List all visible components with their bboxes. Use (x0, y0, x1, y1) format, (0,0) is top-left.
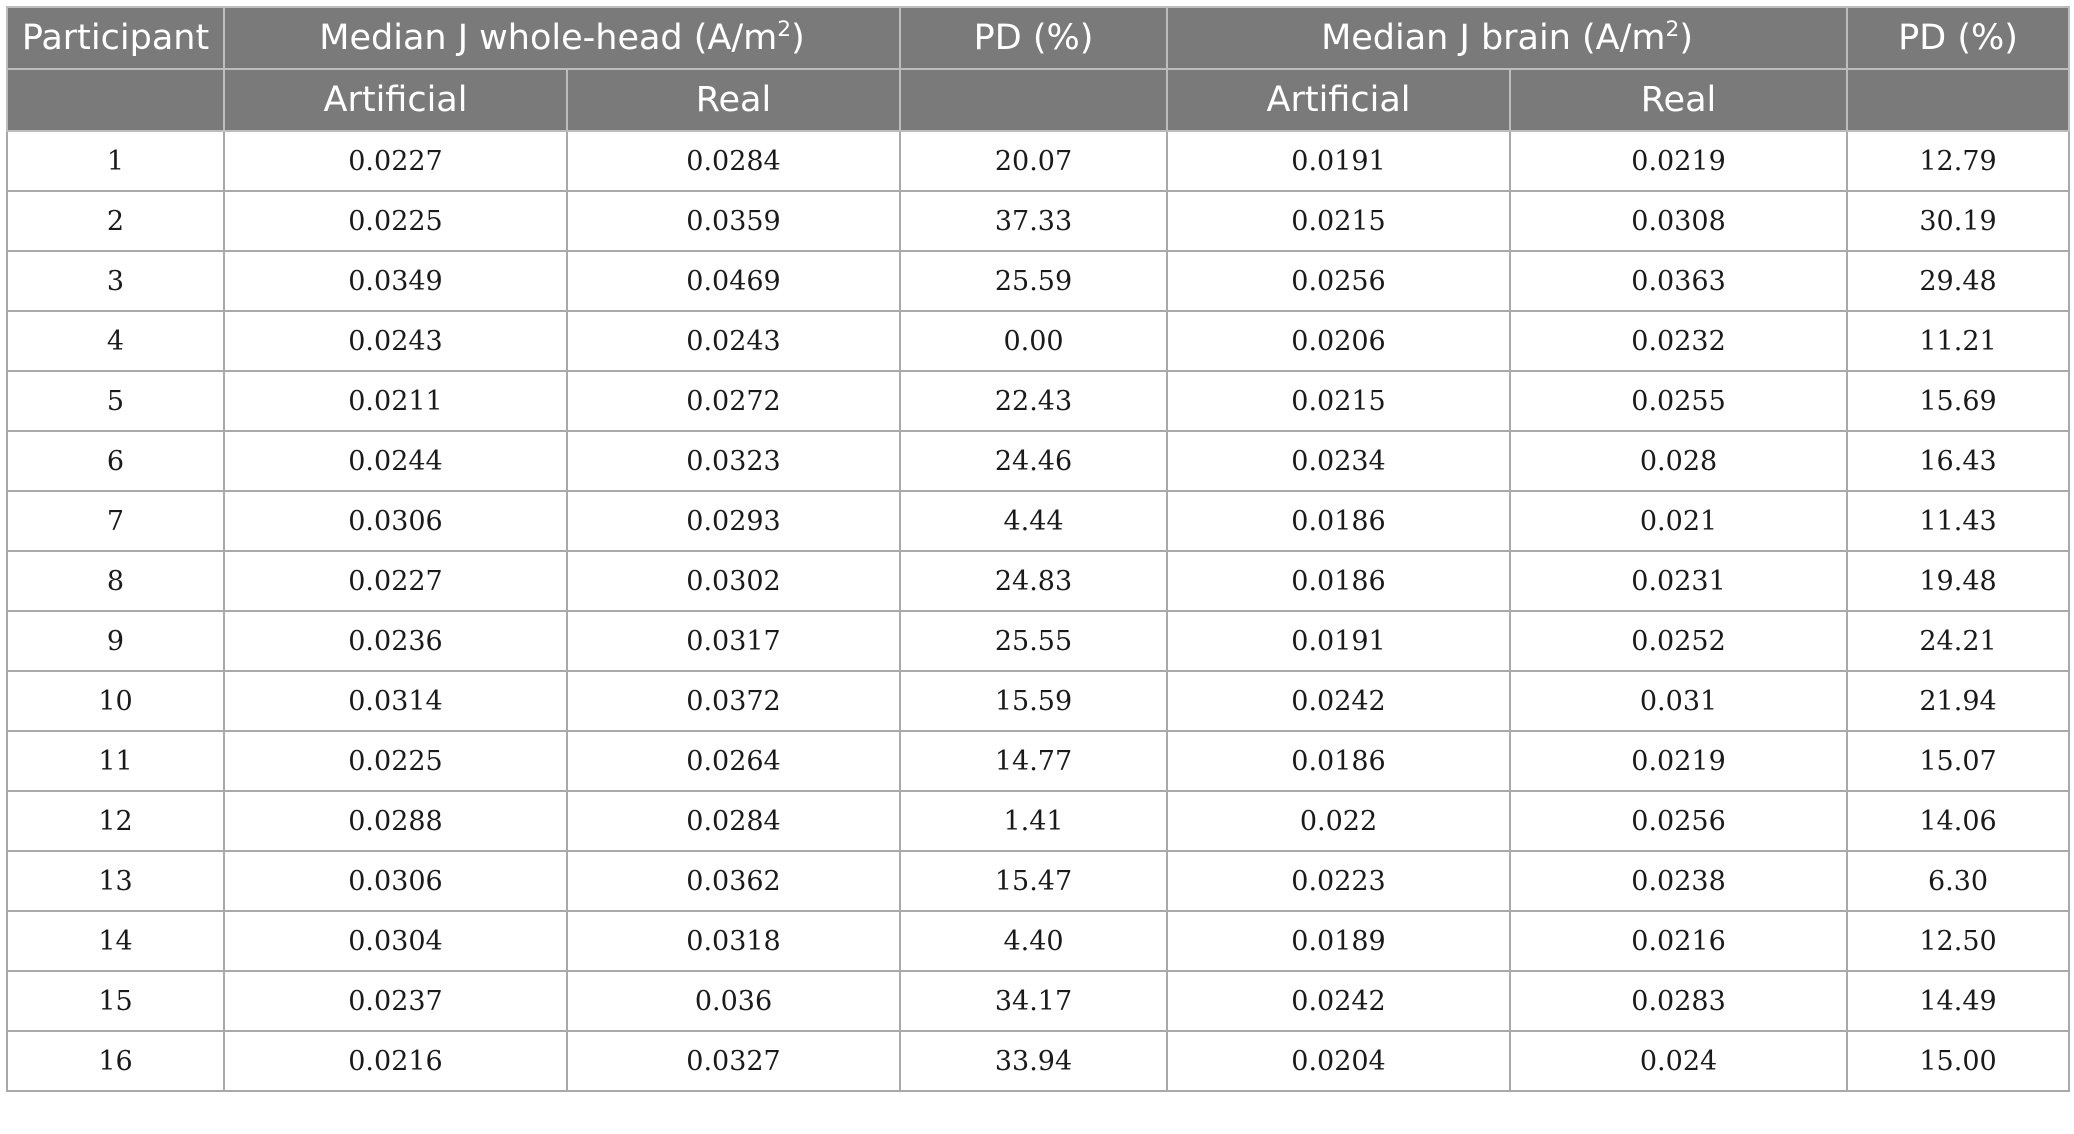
header-real-brain: Real (1510, 69, 1847, 131)
whole-head-real-cell: 0.0284 (567, 791, 900, 851)
table-row (7, 371, 2069, 431)
table-row (7, 731, 2069, 791)
whole-head-artificial-cell: 0.0236 (224, 611, 567, 671)
brain-pd-cell: 14.49 (1847, 971, 2069, 1031)
header-pd-whole-head-blank (900, 69, 1167, 131)
whole-head-pd-cell: 24.46 (900, 431, 1167, 491)
header-row-sub (7, 69, 2069, 131)
participant-cell: 4 (7, 311, 224, 371)
table-row (7, 791, 2069, 851)
participant-cell: 7 (7, 491, 224, 551)
participant-cell: 13 (7, 851, 224, 911)
header-median-j-whole-head (224, 7, 900, 69)
whole-head-pd-cell: 4.44 (900, 491, 1167, 551)
brain-pd-cell: 24.21 (1847, 611, 2069, 671)
whole-head-real-cell: 0.0372 (567, 671, 900, 731)
whole-head-artificial-cell: 0.0304 (224, 911, 567, 971)
brain-artificial-cell: 0.0206 (1167, 311, 1510, 371)
brain-pd-cell: 21.94 (1847, 671, 2069, 731)
participant-cell: 3 (7, 251, 224, 311)
whole-head-artificial-cell: 0.0349 (224, 251, 567, 311)
whole-head-real-cell: 0.0362 (567, 851, 900, 911)
brain-artificial-cell: 0.0215 (1167, 191, 1510, 251)
whole-head-real-cell: 0.0243 (567, 311, 900, 371)
participant-cell: 14 (7, 911, 224, 971)
whole-head-real-cell: 0.0469 (567, 251, 900, 311)
whole-head-artificial-cell: 0.0244 (224, 431, 567, 491)
brain-pd-cell: 14.06 (1847, 791, 2069, 851)
whole-head-real-cell: 0.0293 (567, 491, 900, 551)
brain-real-cell: 0.031 (1510, 671, 1847, 731)
whole-head-pd-cell: 1.41 (900, 791, 1167, 851)
header-row-top (7, 7, 2069, 69)
whole-head-artificial-cell: 0.0227 (224, 551, 567, 611)
brain-pd-cell: 11.21 (1847, 311, 2069, 371)
header-pd-whole-head: PD (%) (900, 7, 1167, 69)
brain-real-cell: 0.0232 (1510, 311, 1847, 371)
whole-head-real-cell: 0.036 (567, 971, 900, 1031)
whole-head-real-cell: 0.0327 (567, 1031, 900, 1091)
brain-real-cell: 0.0283 (1510, 971, 1847, 1031)
results-table (6, 6, 2070, 1092)
table-row (7, 1031, 2069, 1091)
whole-head-artificial-cell: 0.0243 (224, 311, 567, 371)
whole-head-real-cell: 0.0317 (567, 611, 900, 671)
header-whole-head-text: Median J whole-head (A/m (319, 18, 778, 58)
participant-cell: 6 (7, 431, 224, 491)
brain-real-cell: 0.028 (1510, 431, 1847, 491)
participant-cell: 10 (7, 671, 224, 731)
brain-pd-cell: 6.30 (1847, 851, 2069, 911)
brain-artificial-cell: 0.0186 (1167, 731, 1510, 791)
whole-head-pd-cell: 33.94 (900, 1031, 1167, 1091)
brain-artificial-cell: 0.0186 (1167, 491, 1510, 551)
participant-cell: 2 (7, 191, 224, 251)
table-row (7, 131, 2069, 191)
whole-head-artificial-cell: 0.0306 (224, 851, 567, 911)
whole-head-artificial-cell: 0.0225 (224, 731, 567, 791)
whole-head-artificial-cell: 0.0237 (224, 971, 567, 1031)
whole-head-real-cell: 0.0272 (567, 371, 900, 431)
brain-real-cell: 0.0238 (1510, 851, 1847, 911)
brain-pd-cell: 11.43 (1847, 491, 2069, 551)
table-row (7, 851, 2069, 911)
participant-cell: 12 (7, 791, 224, 851)
unit-close: ) (1679, 18, 1693, 58)
participant-cell: 1 (7, 131, 224, 191)
whole-head-pd-cell: 34.17 (900, 971, 1167, 1031)
brain-pd-cell: 16.43 (1847, 431, 2069, 491)
brain-real-cell: 0.0363 (1510, 251, 1847, 311)
brain-artificial-cell: 0.0191 (1167, 131, 1510, 191)
brain-real-cell: 0.024 (1510, 1031, 1847, 1091)
participant-cell: 11 (7, 731, 224, 791)
header-real-whole-head: Real (567, 69, 900, 131)
whole-head-pd-cell: 15.47 (900, 851, 1167, 911)
unit-close: ) (791, 18, 805, 58)
brain-artificial-cell: 0.0242 (1167, 671, 1510, 731)
whole-head-real-cell: 0.0264 (567, 731, 900, 791)
whole-head-artificial-cell: 0.0216 (224, 1031, 567, 1091)
participant-cell: 15 (7, 971, 224, 1031)
whole-head-pd-cell: 25.55 (900, 611, 1167, 671)
table-row (7, 551, 2069, 611)
brain-real-cell: 0.0308 (1510, 191, 1847, 251)
whole-head-real-cell: 0.0359 (567, 191, 900, 251)
whole-head-pd-cell: 22.43 (900, 371, 1167, 431)
data-table-container (6, 6, 2068, 1092)
brain-pd-cell: 19.48 (1847, 551, 2069, 611)
brain-real-cell: 0.0231 (1510, 551, 1847, 611)
brain-pd-cell: 15.07 (1847, 731, 2069, 791)
brain-pd-cell: 15.69 (1847, 371, 2069, 431)
brain-pd-cell: 15.00 (1847, 1031, 2069, 1091)
brain-artificial-cell: 0.022 (1167, 791, 1510, 851)
whole-head-real-cell: 0.0323 (567, 431, 900, 491)
brain-real-cell: 0.021 (1510, 491, 1847, 551)
brain-artificial-cell: 0.0215 (1167, 371, 1510, 431)
table-body (7, 131, 2069, 1091)
table-row (7, 311, 2069, 371)
table-row (7, 491, 2069, 551)
whole-head-artificial-cell: 0.0306 (224, 491, 567, 551)
table-row (7, 431, 2069, 491)
brain-pd-cell: 30.19 (1847, 191, 2069, 251)
brain-real-cell: 0.0216 (1510, 911, 1847, 971)
brain-artificial-cell: 0.0256 (1167, 251, 1510, 311)
brain-artificial-cell: 0.0242 (1167, 971, 1510, 1031)
whole-head-artificial-cell: 0.0225 (224, 191, 567, 251)
whole-head-artificial-cell: 0.0288 (224, 791, 567, 851)
brain-real-cell: 0.0219 (1510, 731, 1847, 791)
header-artificial-brain: Artificial (1167, 69, 1510, 131)
brain-artificial-cell: 0.0189 (1167, 911, 1510, 971)
brain-pd-cell: 12.50 (1847, 911, 2069, 971)
whole-head-pd-cell: 14.77 (900, 731, 1167, 791)
brain-real-cell: 0.0256 (1510, 791, 1847, 851)
whole-head-artificial-cell: 0.0227 (224, 131, 567, 191)
whole-head-real-cell: 0.0284 (567, 131, 900, 191)
header-participant-blank (7, 69, 224, 131)
unit-exponent: 2 (1665, 16, 1680, 42)
table-row (7, 611, 2069, 671)
whole-head-real-cell: 0.0302 (567, 551, 900, 611)
header-pd-brain-blank (1847, 69, 2069, 131)
brain-artificial-cell: 0.0186 (1167, 551, 1510, 611)
whole-head-artificial-cell: 0.0211 (224, 371, 567, 431)
brain-artificial-cell: 0.0234 (1167, 431, 1510, 491)
brain-pd-cell: 29.48 (1847, 251, 2069, 311)
whole-head-pd-cell: 37.33 (900, 191, 1167, 251)
header-brain-text: Median J brain (A/m (1321, 18, 1666, 58)
brain-artificial-cell: 0.0204 (1167, 1031, 1510, 1091)
whole-head-pd-cell: 15.59 (900, 671, 1167, 731)
brain-pd-cell: 12.79 (1847, 131, 2069, 191)
whole-head-pd-cell: 20.07 (900, 131, 1167, 191)
brain-artificial-cell: 0.0223 (1167, 851, 1510, 911)
unit-exponent: 2 (777, 16, 792, 42)
table-row (7, 671, 2069, 731)
whole-head-pd-cell: 4.40 (900, 911, 1167, 971)
whole-head-real-cell: 0.0318 (567, 911, 900, 971)
table-header (7, 7, 2069, 131)
table-row (7, 971, 2069, 1031)
table-row (7, 911, 2069, 971)
brain-artificial-cell: 0.0191 (1167, 611, 1510, 671)
whole-head-artificial-cell: 0.0314 (224, 671, 567, 731)
participant-cell: 9 (7, 611, 224, 671)
header-pd-brain: PD (%) (1847, 7, 2069, 69)
brain-real-cell: 0.0252 (1510, 611, 1847, 671)
brain-real-cell: 0.0219 (1510, 131, 1847, 191)
participant-cell: 5 (7, 371, 224, 431)
brain-real-cell: 0.0255 (1510, 371, 1847, 431)
participant-cell: 8 (7, 551, 224, 611)
whole-head-pd-cell: 0.00 (900, 311, 1167, 371)
header-artificial-whole-head: Artificial (224, 69, 567, 131)
header-participant: Participant (7, 7, 224, 69)
table-row (7, 191, 2069, 251)
participant-cell: 16 (7, 1031, 224, 1091)
table-row (7, 251, 2069, 311)
header-median-j-brain (1167, 7, 1847, 69)
whole-head-pd-cell: 25.59 (900, 251, 1167, 311)
whole-head-pd-cell: 24.83 (900, 551, 1167, 611)
